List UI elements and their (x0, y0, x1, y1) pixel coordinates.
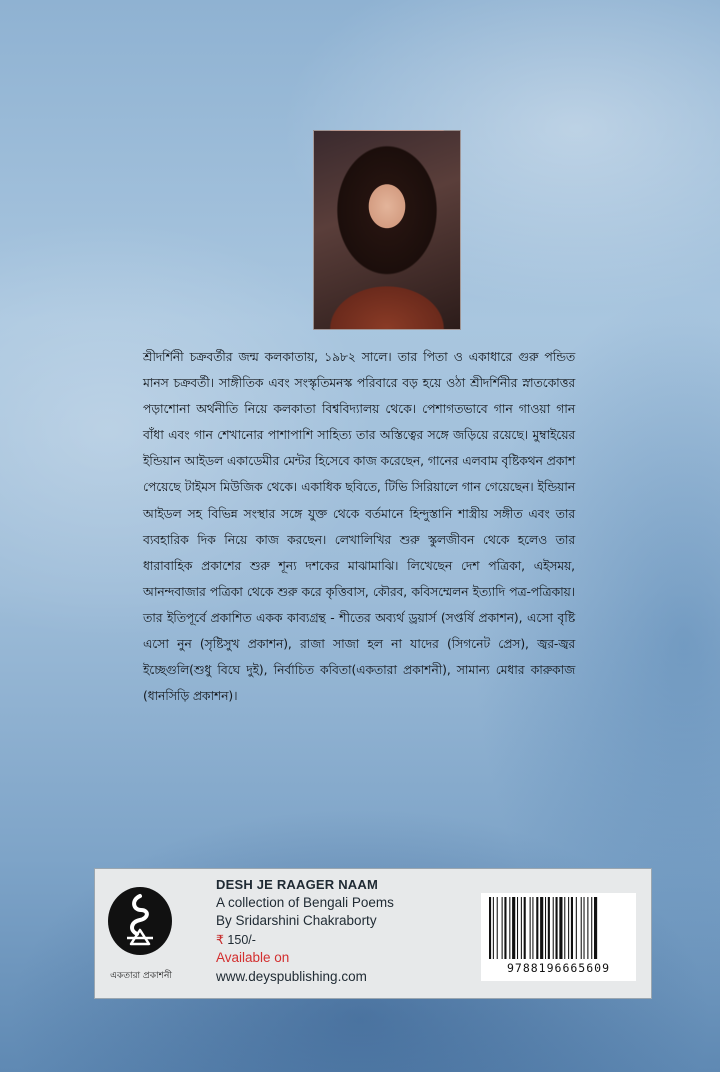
price-value: 150/- (223, 933, 256, 947)
barcode-bar (568, 897, 569, 959)
barcode-bar (517, 897, 518, 959)
barcode-bar (548, 897, 550, 959)
publisher-website: www.deyspublishing.com (216, 969, 367, 984)
barcode-bar (536, 897, 538, 959)
barcode-bar (489, 897, 491, 959)
barcode-bar (571, 897, 573, 959)
barcode-bar (512, 897, 515, 959)
barcode-bars (487, 897, 630, 959)
book-title: DESH JE RAAGER NAAM (216, 877, 378, 892)
barcode-bar (559, 897, 562, 959)
barcode-bar (584, 897, 585, 959)
publisher-logo-icon (107, 886, 173, 956)
barcode-bar (502, 897, 503, 959)
barcode-bar (521, 897, 522, 959)
publisher-name: একতারা প্রকাশনী (110, 971, 172, 981)
barcode-bar (553, 897, 554, 959)
rupee-icon: ₹ (216, 933, 224, 947)
barcode-bar (576, 897, 577, 959)
barcode-bar (532, 897, 533, 959)
barcode-bar (509, 897, 510, 959)
barcode-bar (524, 897, 526, 959)
isbn-barcode (481, 893, 636, 981)
barcode-bar (591, 897, 592, 959)
barcode-bar (581, 897, 582, 959)
book-price (216, 932, 256, 947)
barcode-bar (540, 897, 543, 959)
barcode-bar (587, 897, 588, 959)
available-label: Available on (216, 950, 290, 965)
barcode-bar (564, 897, 565, 959)
barcode-bar (504, 897, 506, 959)
book-author: By Sridarshini Chakraborty (216, 913, 377, 928)
barcode-bar (497, 897, 498, 959)
isbn-number: 9788196665609 (506, 961, 610, 975)
book-subtitle: A collection of Bengali Poems (216, 895, 394, 910)
barcode-bar (556, 897, 558, 959)
barcode-bar (530, 897, 531, 959)
author-photo (313, 130, 461, 330)
author-biography: শ্রীদর্শিনী চক্রবর্তীর জন্ম কলকাতায়, ১৯৮২ সালে। তার পিতা ও একাধারে গুরু পন্ডিত মানস চক্রবর্তী। সাঙ্গীতিক এবং সংস্কৃতিমনস্ক পরিবারে বড় হয়ে ওঠা শ্রীদর্শিনীর স্নাতকোত্তর পড়াশোনা অর্থনীতি নিয়ে কলকাতা বিশ্ববিদ্যালয় থেকে। পেশাগতভাবে গান গাওয়া গান বাঁধা এবং গান শেখানোর পাশাপাশি সাহিত্য তার অস্তিত্বের সঙ্গে জড়িয়ে রয়েছে। মুম্বাইয়ের ইন্ডিয়ান আইডল একাডেমীর মেন্টর হিসেবে কাজ করেছেন, গানের এলবাম বৃষ্টিকথন প্রকাশ পেয়েছে টাইমস মিউজিক থেকে। একাধিক ছবিতে, টিভি সিরিয়ালে গান গেয়েছেন। ইন্ডিয়ান আইডল সহ বিভিন্ন সংস্থার সঙ্গে যুক্ত থেকে বর্তমানে হিন্দুস্তানি শাস্ত্রীয় সঙ্গীত এবং তার ব্যবহারিক দিক নিয়ে কাজ করছেন। লেখালিখির শুরু স্কুলজীবন থেকে হলেও তার ধারাবাহিক প্রকাশের শুরু শূন্য দশকের মাঝামাঝি। লিখেছেন দেশ পত্রিকা, এইসময়, আনন্দবাজার পত্রিকা থেকে শুরু করে কৃত্তিবাস, কৌরব, কবিসম্মেলন ইত্যাদি পত্র-পত্রিকায়। তার ইতিপূর্বে প্রকাশিত একক কাব্যগ্রন্থ - শীতের অব্যর্থ ড্রয়ার্স (সপ্তর্ষি প্রকাশন), এসো বৃষ্টি এসো নুন (সৃষ্টিসুখ প্রকাশন), রাজা সাজা হল না যাদের (সিগনেট প্রেস), জ্বর-জ্বর ইচ্ছেগুলি(শুধু বিঘে দুই), নির্বাচিত কবিতা(একতারা প্রকাশনী), সামান্য মেধার কারুকাজ (ধানসিড়ি প্রকাশন)। (143, 350, 575, 704)
barcode-bar (594, 897, 597, 959)
barcode-bar (493, 897, 494, 959)
book-info-box (94, 868, 652, 999)
barcode-bar (545, 897, 546, 959)
